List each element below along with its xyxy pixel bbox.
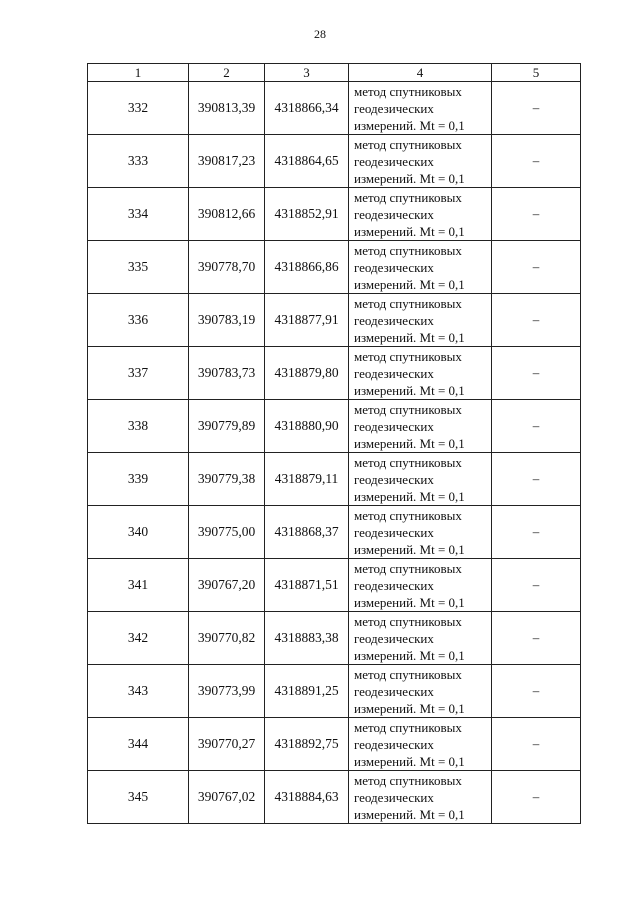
y-coordinate-cell: 4318864,65 (265, 135, 349, 188)
method-text-line: геодезических (354, 259, 434, 275)
point-number-cell: 334 (88, 188, 189, 241)
method-text-line: измерений. Mt = 0,1 (354, 594, 465, 610)
method-text-line: измерений. Mt = 0,1 (354, 806, 465, 822)
x-coordinate-cell: 390770,82 (189, 612, 265, 665)
point-number-cell: 340 (88, 506, 189, 559)
column-header-2: 2 (189, 64, 265, 82)
method-text-line: измерений. Mt = 0,1 (354, 276, 465, 292)
description-cell: – (492, 612, 581, 665)
table-row (88, 135, 581, 188)
method-text-line: метод спутниковых (354, 295, 462, 311)
point-number-cell: 341 (88, 559, 189, 612)
description-cell: – (492, 347, 581, 400)
y-coordinate-cell: 4318891,25 (265, 665, 349, 718)
point-number-cell: 344 (88, 718, 189, 771)
table-row (88, 771, 581, 824)
method-text-line: метод спутниковых (354, 242, 462, 258)
x-coordinate-cell: 390813,39 (189, 82, 265, 135)
description-cell: – (492, 453, 581, 506)
description-cell: – (492, 665, 581, 718)
method-text-line: метод спутниковых (354, 401, 462, 417)
table-row (88, 453, 581, 506)
y-coordinate-cell: 4318866,86 (265, 241, 349, 294)
table-row (88, 347, 581, 400)
method-text-line: метод спутниковых (354, 613, 462, 629)
y-coordinate-cell: 4318852,91 (265, 188, 349, 241)
table-header-row (88, 64, 581, 82)
x-coordinate-cell: 390779,89 (189, 400, 265, 453)
method-cell (349, 294, 492, 347)
x-coordinate-cell: 390767,02 (189, 771, 265, 824)
method-text-line: измерений. Mt = 0,1 (354, 753, 465, 769)
description-cell: – (492, 241, 581, 294)
description-cell: – (492, 135, 581, 188)
point-number-cell: 342 (88, 612, 189, 665)
method-cell (349, 82, 492, 135)
y-coordinate-cell: 4318866,34 (265, 82, 349, 135)
table-row (88, 559, 581, 612)
y-coordinate-cell: 4318877,91 (265, 294, 349, 347)
x-coordinate-cell: 390775,00 (189, 506, 265, 559)
column-header-3: 3 (265, 64, 349, 82)
method-cell (349, 347, 492, 400)
x-coordinate-cell: 390778,70 (189, 241, 265, 294)
x-coordinate-cell: 390783,73 (189, 347, 265, 400)
method-text-line: метод спутниковых (354, 560, 462, 576)
method-text-line: геодезических (354, 206, 434, 222)
column-header-4: 4 (349, 64, 492, 82)
method-text-line: метод спутниковых (354, 83, 462, 99)
method-text-line: геодезических (354, 153, 434, 169)
y-coordinate-cell: 4318884,63 (265, 771, 349, 824)
y-coordinate-cell: 4318880,90 (265, 400, 349, 453)
method-text-line: метод спутниковых (354, 136, 462, 152)
method-cell (349, 241, 492, 294)
table-row (88, 241, 581, 294)
method-text-line: измерений. Mt = 0,1 (354, 435, 465, 451)
point-number-cell: 332 (88, 82, 189, 135)
method-text-line: измерений. Mt = 0,1 (354, 329, 465, 345)
x-coordinate-cell: 390773,99 (189, 665, 265, 718)
point-number-cell: 337 (88, 347, 189, 400)
point-number-cell: 345 (88, 771, 189, 824)
method-text-line: геодезических (354, 524, 434, 540)
method-cell (349, 612, 492, 665)
method-cell (349, 771, 492, 824)
method-text-line: геодезических (354, 736, 434, 752)
description-cell: – (492, 718, 581, 771)
y-coordinate-cell: 4318871,51 (265, 559, 349, 612)
method-cell (349, 559, 492, 612)
method-cell (349, 188, 492, 241)
method-cell (349, 453, 492, 506)
x-coordinate-cell: 390783,19 (189, 294, 265, 347)
description-cell: – (492, 294, 581, 347)
table-row (88, 294, 581, 347)
method-text-line: метод спутниковых (354, 189, 462, 205)
method-text-line: геодезических (354, 365, 434, 381)
method-cell (349, 718, 492, 771)
method-text-line: измерений. Mt = 0,1 (354, 541, 465, 557)
description-cell: – (492, 400, 581, 453)
method-text-line: измерений. Mt = 0,1 (354, 223, 465, 239)
table-row (88, 506, 581, 559)
y-coordinate-cell: 4318892,75 (265, 718, 349, 771)
x-coordinate-cell: 390770,27 (189, 718, 265, 771)
method-text-line: геодезических (354, 789, 434, 805)
point-number-cell: 333 (88, 135, 189, 188)
x-coordinate-cell: 390817,23 (189, 135, 265, 188)
table-row (88, 400, 581, 453)
method-text-line: измерений. Mt = 0,1 (354, 700, 465, 716)
x-coordinate-cell: 390767,20 (189, 559, 265, 612)
point-number-cell: 336 (88, 294, 189, 347)
description-cell: – (492, 559, 581, 612)
method-cell (349, 665, 492, 718)
table-row (88, 665, 581, 718)
method-text-line: метод спутниковых (354, 454, 462, 470)
point-number-cell: 335 (88, 241, 189, 294)
table-row (88, 718, 581, 771)
method-text-line: геодезических (354, 577, 434, 593)
y-coordinate-cell: 4318879,80 (265, 347, 349, 400)
method-cell (349, 400, 492, 453)
method-text-line: метод спутниковых (354, 666, 462, 682)
method-text-line: измерений. Mt = 0,1 (354, 117, 465, 133)
method-text-line: геодезических (354, 418, 434, 434)
method-text-line: геодезических (354, 683, 434, 699)
y-coordinate-cell: 4318883,38 (265, 612, 349, 665)
method-text-line: измерений. Mt = 0,1 (354, 382, 465, 398)
y-coordinate-cell: 4318868,37 (265, 506, 349, 559)
method-text-line: метод спутниковых (354, 719, 462, 735)
method-cell (349, 135, 492, 188)
method-text-line: метод спутниковых (354, 507, 462, 523)
method-text-line: метод спутниковых (354, 348, 462, 364)
column-header-1: 1 (88, 64, 189, 82)
method-text-line: метод спутниковых (354, 772, 462, 788)
method-text-line: геодезических (354, 471, 434, 487)
y-coordinate-cell: 4318879,11 (265, 453, 349, 506)
x-coordinate-cell: 390779,38 (189, 453, 265, 506)
point-number-cell: 343 (88, 665, 189, 718)
table-body (88, 64, 581, 824)
method-text-line: измерений. Mt = 0,1 (354, 647, 465, 663)
point-number-cell: 338 (88, 400, 189, 453)
method-cell (349, 506, 492, 559)
method-text-line: геодезических (354, 312, 434, 328)
method-text-line: геодезических (354, 100, 434, 116)
table-row (88, 188, 581, 241)
description-cell: – (492, 771, 581, 824)
table-row (88, 612, 581, 665)
table-row (88, 82, 581, 135)
description-cell: – (492, 188, 581, 241)
description-cell: – (492, 506, 581, 559)
method-text-line: измерений. Mt = 0,1 (354, 170, 465, 186)
page-number: 28 (314, 27, 326, 41)
method-text-line: геодезических (354, 630, 434, 646)
x-coordinate-cell: 390812,66 (189, 188, 265, 241)
point-number-cell: 339 (88, 453, 189, 506)
description-cell: – (492, 82, 581, 135)
column-header-5: 5 (492, 64, 581, 82)
coordinates-table (87, 63, 581, 824)
method-text-line: измерений. Mt = 0,1 (354, 488, 465, 504)
